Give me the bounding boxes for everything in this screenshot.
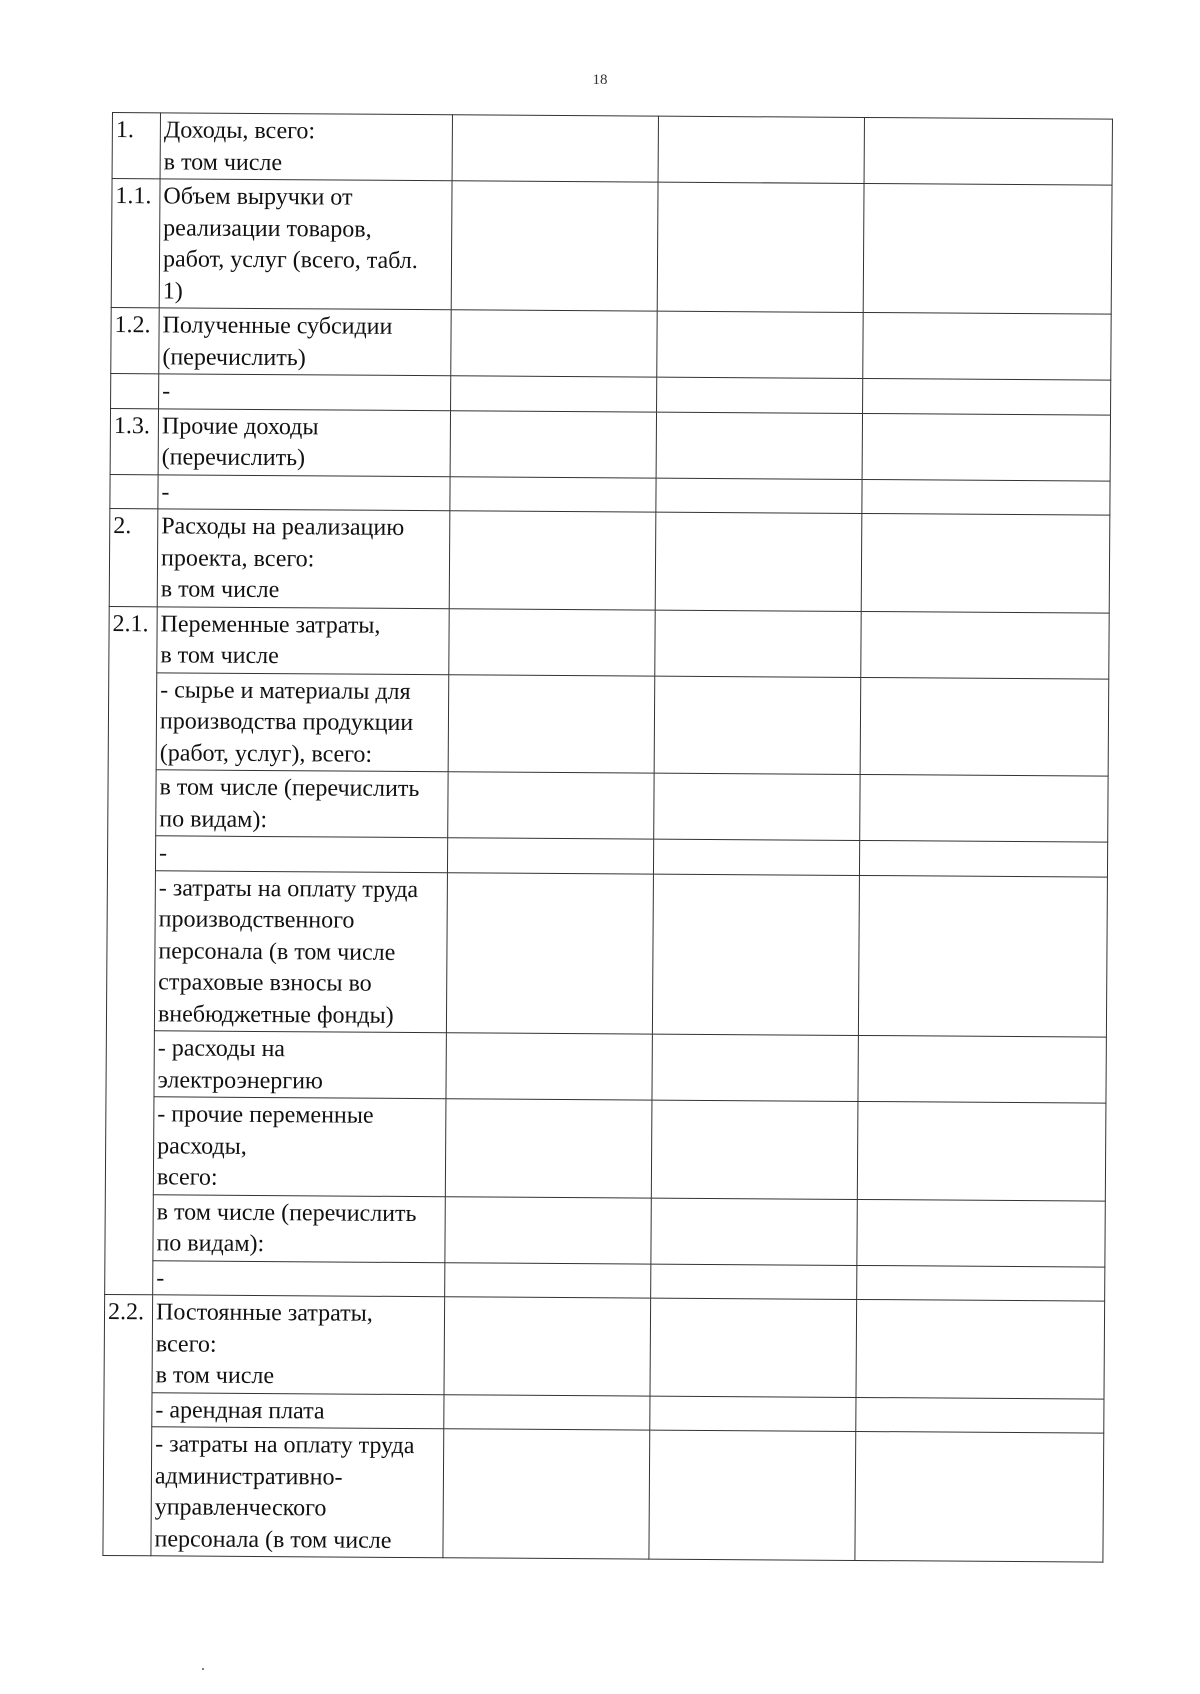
value-cell-1[interactable] <box>450 476 656 512</box>
table-row <box>104 1294 1105 1398</box>
table-row <box>106 1030 1106 1103</box>
value-cell-2[interactable] <box>657 311 863 378</box>
table-row <box>105 1194 1105 1267</box>
value-cell-2[interactable] <box>653 839 859 875</box>
value-cell-3[interactable] <box>857 1265 1105 1301</box>
scan-speck <box>202 1668 204 1670</box>
row-number <box>111 373 159 408</box>
value-cell-2[interactable] <box>649 1430 856 1560</box>
value-cell-3[interactable] <box>856 1397 1104 1433</box>
value-cell-1[interactable] <box>446 872 653 1034</box>
value-cell-1[interactable] <box>448 772 654 839</box>
table-row <box>104 1392 1104 1433</box>
row-label: - арендная плата <box>152 1392 444 1428</box>
row-label: Доходы, всего: в том числе <box>160 113 452 181</box>
value-cell-2[interactable] <box>657 377 863 413</box>
value-cell-3[interactable] <box>860 774 1108 842</box>
value-cell-2[interactable] <box>655 512 862 611</box>
row-label: Расходы на реализацию проекта, всего: в том числе <box>157 509 450 608</box>
row-label: в том числе (перечислить по видам): <box>156 770 448 838</box>
value-cell-1[interactable] <box>449 511 656 610</box>
row-label: - <box>158 474 450 510</box>
row-number: 1.1. <box>111 179 160 308</box>
value-cell-2[interactable] <box>652 1034 858 1101</box>
value-cell-2[interactable] <box>651 1198 857 1265</box>
value-cell-2[interactable] <box>656 412 862 479</box>
table-row <box>111 307 1111 380</box>
value-cell-2[interactable] <box>656 478 862 514</box>
value-cell-1[interactable] <box>445 1196 651 1263</box>
value-cell-3[interactable] <box>859 840 1107 876</box>
value-cell-1[interactable] <box>445 1262 651 1298</box>
row-label: - затраты на оплату труда производственного персонала (в том числе страховые взносы во внебюджетные фонды) <box>154 870 447 1032</box>
value-cell-1[interactable] <box>449 608 655 675</box>
value-cell-3[interactable] <box>858 875 1107 1037</box>
value-cell-3[interactable] <box>860 677 1109 776</box>
row-number: 1.2. <box>111 307 159 373</box>
value-cell-2[interactable] <box>650 1298 857 1397</box>
table-row <box>108 769 1108 842</box>
value-cell-2[interactable] <box>651 1264 857 1300</box>
value-cell-1[interactable] <box>443 1429 650 1559</box>
financial-table <box>102 112 1113 1563</box>
row-label: Постоянные затраты, всего: в том числе <box>152 1295 445 1394</box>
value-cell-1[interactable] <box>444 1394 650 1430</box>
value-cell-1[interactable] <box>452 115 658 182</box>
value-cell-3[interactable] <box>863 183 1112 314</box>
value-cell-3[interactable] <box>857 1199 1105 1267</box>
row-number: 2.1. <box>105 606 158 1295</box>
table-row <box>111 179 1112 315</box>
value-cell-1[interactable] <box>446 1033 652 1100</box>
row-label: - <box>159 374 451 410</box>
table-row <box>103 1426 1104 1562</box>
value-cell-3[interactable] <box>863 312 1111 380</box>
value-cell-2[interactable] <box>650 1396 856 1432</box>
page-number: 18 <box>592 72 608 88</box>
value-cell-1[interactable] <box>445 1099 652 1198</box>
row-number: 2.2. <box>103 1294 153 1555</box>
table-row <box>108 672 1109 776</box>
value-cell-1[interactable] <box>448 674 655 773</box>
value-cell-3[interactable] <box>855 1431 1104 1562</box>
value-cell-3[interactable] <box>856 1299 1105 1398</box>
row-label: - <box>153 1260 445 1296</box>
row-label: - <box>155 836 447 872</box>
value-cell-3[interactable] <box>857 1101 1106 1200</box>
value-cell-2[interactable] <box>655 610 861 677</box>
table-row <box>112 113 1112 186</box>
table-row <box>109 606 1109 679</box>
value-cell-1[interactable] <box>447 838 653 874</box>
row-label: Полученные субсидии (перечислить) <box>159 308 451 376</box>
value-cell-3[interactable] <box>861 611 1109 679</box>
value-cell-2[interactable] <box>654 676 861 775</box>
row-label: - сырье и материалы для производства продукции (работ, услуг), всего: <box>156 672 449 771</box>
table-container <box>102 112 1112 1563</box>
table-row <box>110 408 1110 481</box>
row-label: - прочие переменные расходы, всего: <box>153 1097 446 1196</box>
table-row <box>109 508 1110 612</box>
value-cell-2[interactable] <box>652 874 859 1036</box>
value-cell-3[interactable] <box>864 117 1112 185</box>
value-cell-3[interactable] <box>858 1035 1106 1103</box>
value-cell-1[interactable] <box>451 376 657 412</box>
value-cell-1[interactable] <box>444 1297 651 1396</box>
row-number: 2. <box>109 508 158 606</box>
row-number: 1.3. <box>110 408 158 474</box>
row-label: - расходы на электроэнергию <box>154 1031 446 1099</box>
row-label: - затраты на оплату труда административно- управленческого персонала (в том числе <box>151 1427 444 1558</box>
row-label: Прочие доходы (перечислить) <box>158 408 450 476</box>
table-row <box>106 870 1107 1037</box>
value-cell-1[interactable] <box>450 410 656 477</box>
value-cell-2[interactable] <box>658 116 864 183</box>
value-cell-1[interactable] <box>451 310 657 377</box>
row-label: Переменные затраты, в том числе <box>157 606 449 674</box>
row-number: 1. <box>112 113 160 179</box>
table-row <box>105 1096 1106 1200</box>
row-label: в том числе (перечислить по видам): <box>153 1194 445 1262</box>
value-cell-3[interactable] <box>862 479 1110 515</box>
value-cell-2[interactable] <box>651 1100 858 1199</box>
value-cell-3[interactable] <box>863 378 1111 414</box>
row-label: Объем выручки от реализации товаров, работ, услуг (всего, табл. 1) <box>159 179 452 310</box>
value-cell-2[interactable] <box>657 182 864 312</box>
row-number <box>110 474 158 509</box>
value-cell-1[interactable] <box>451 181 658 311</box>
value-cell-3[interactable] <box>862 413 1110 481</box>
value-cell-3[interactable] <box>861 513 1110 612</box>
value-cell-2[interactable] <box>654 773 860 840</box>
